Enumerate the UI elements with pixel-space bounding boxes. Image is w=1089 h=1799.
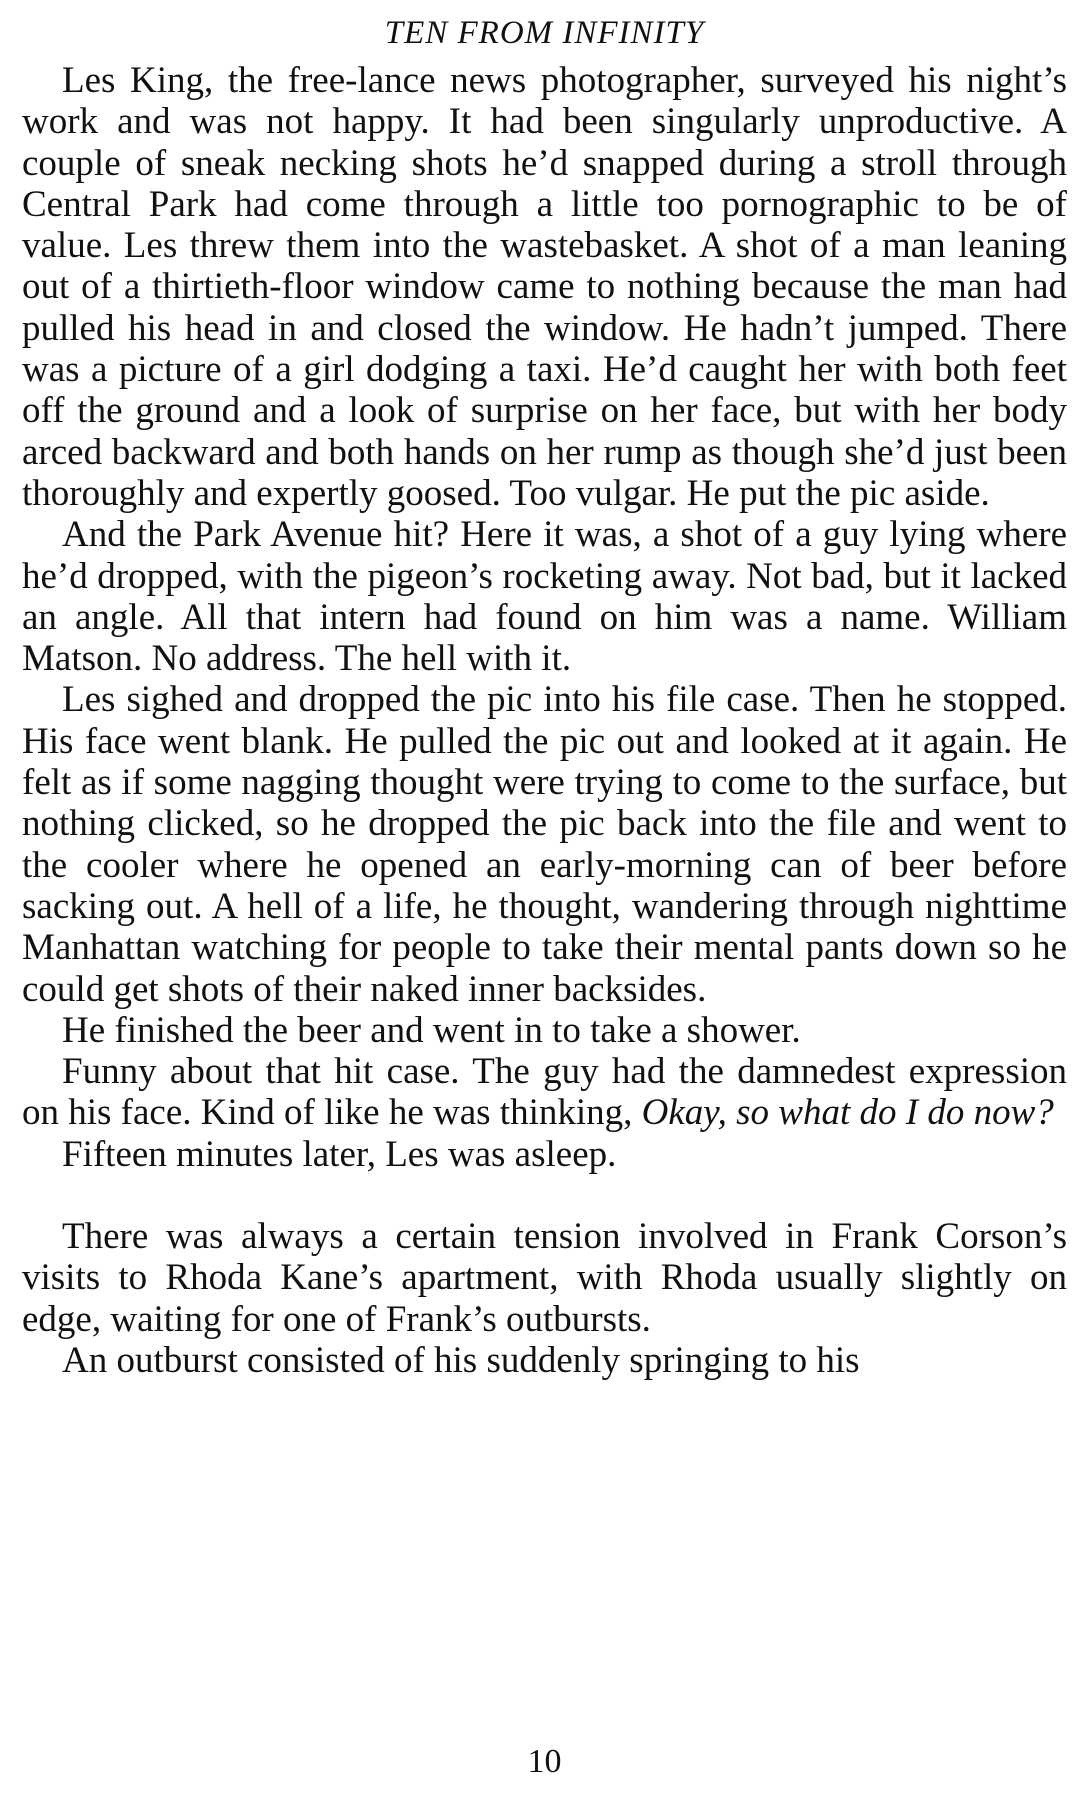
paragraph-5-text: Funny about that hit case. The guy had the damnedest expression on his face. Kind of like he was thinking, [22,1051,1067,1134]
body-text [22,60,1067,1381]
book-page [22,12,1067,1787]
paragraph-4: He finished the beer and went in to take a shower. [62,1009,801,1051]
paragraph-2: And the Park Avenue hit? Here it was, a shot of a guy lying where he’d dropped, with the pigeon’s rocketing away. Not bad, but it lacked an angle. All that intern had found on him was a name. William Matson. No address. The hell with it. [22,514,1067,680]
paragraph-5 [22,1051,1067,1134]
running-head: TEN FROM INFINITY [384,15,705,51]
paragraph-8: An outburst consisted of his suddenly springing to his [62,1339,860,1381]
section-break [22,1175,1067,1216]
paragraph-1: Les King, the free-lance news photographer, surveyed his night’s work and was not happy. It had been singularly unproductive. A couple of sneak necking shots he’d snapped during a stroll through Central Park had come through a little too pornographic to be of value. Les threw them into the wastebasket. A shot of a man leaning out of a thirtieth-floor window came to nothing because the man had pulled his head in and closed the window. He hadn’t jumped. There was a picture of a girl dodging a taxi. He’d caught her with both feet off the ground and a look of surprise on her face, but with her body arced backward and both hands on her rump as though she’d just been thoroughly and expertly goosed. Too vulgar. He put the pic aside. [22,60,1067,514]
page-number: 10 [527,1743,562,1780]
paragraph-6: Fifteen minutes later, Les was asleep. [62,1133,617,1175]
paragraph-7: There was always a certain tension involved in Frank Corson’s visits to Rhoda Kane’s apartment, with Rhoda usually slightly on edge, waiting for one of Frank’s outbursts. [22,1216,1067,1340]
paragraph-5-italic: Okay, so what do I do now? [641,1092,1054,1134]
paragraph-3: Les sighed and dropped the pic into his file case. Then he stopped. His face went blank. He pulled the pic out and looked at it again. He felt as if some nagging thought were trying to come to the surface, but nothing clicked, so he dropped the pic back into the file and went to the cooler where he opened an early-morning can of beer before sacking out. A hell of a life, he thought, wandering through nighttime Manhattan watching for people to take their mental pants down so he could get shots of their naked inner backsides. [22,679,1067,1010]
